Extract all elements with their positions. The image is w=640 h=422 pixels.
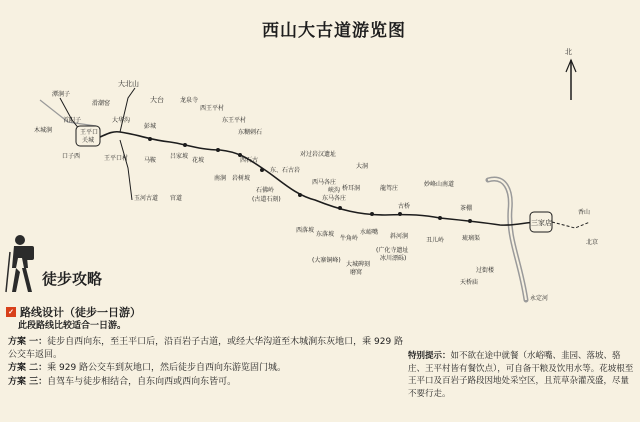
special-tip bbox=[408, 350, 634, 400]
label-guancheng: 关城 bbox=[82, 137, 95, 144]
plan-3-label: 方案 三： bbox=[8, 377, 48, 387]
label-xiagou: 峡沟 bbox=[328, 187, 341, 194]
label-duiguoyan: 对过岩汉遗址 bbox=[300, 151, 337, 158]
label-yongdinghe: 永定河 bbox=[530, 295, 549, 302]
label-datai: 大台 bbox=[150, 96, 164, 104]
hiker-icon bbox=[6, 235, 34, 292]
label-dadong: 大洞 bbox=[356, 163, 369, 170]
label-beijing: 北京 bbox=[586, 239, 599, 246]
route-stop bbox=[338, 206, 342, 210]
route-branch-beijing bbox=[552, 222, 590, 228]
label-dabeishan: 大北山 bbox=[118, 80, 139, 88]
label-wangpingkou: 王平口 bbox=[80, 129, 99, 136]
label-tianqiaomiao: 天桥庙 bbox=[460, 279, 479, 286]
label-chapeng: 茶棚 bbox=[460, 205, 473, 212]
river-yongding bbox=[488, 179, 526, 300]
route-stop bbox=[370, 212, 374, 216]
route-design-title: 路线设计（徒步一日游） bbox=[20, 306, 141, 319]
route-stop bbox=[183, 143, 187, 147]
label-chouerling: 丑儿岭 bbox=[426, 237, 445, 244]
plan-3 bbox=[8, 376, 406, 389]
guide-title: 徒步攻略 bbox=[42, 270, 103, 288]
route-stop bbox=[468, 219, 472, 223]
route-branch-south bbox=[120, 140, 132, 200]
label-guandao: 官道 bbox=[170, 195, 183, 202]
label-xiehejian: 斜河涧 bbox=[390, 233, 409, 240]
label-xiwangping: 西王平村 bbox=[200, 105, 225, 112]
label-nanjian: 南涧 bbox=[214, 175, 227, 182]
label-kouzixi: 口子西 bbox=[62, 153, 81, 160]
tip-label: 特别提示： bbox=[408, 351, 451, 361]
label-xishigu: 西石古 bbox=[240, 157, 259, 164]
label-liuliqu: 琉璃渠 bbox=[462, 235, 481, 242]
label-dongluopo: 东落坡 bbox=[316, 231, 335, 238]
plan-1 bbox=[8, 336, 406, 362]
map-title: 西山大古道游览图 bbox=[262, 21, 406, 41]
label-muchengjian: 木城涧 bbox=[34, 127, 53, 134]
label-yuhegudao: 玉河古道 bbox=[134, 195, 159, 202]
label-guojielou: 过街楼 bbox=[476, 267, 495, 274]
route-stop bbox=[438, 216, 442, 220]
plan-2-label: 方案 二： bbox=[8, 363, 48, 373]
plan-3-text: 自驾车与徒步相结合，自东向西或西向东皆可。 bbox=[47, 377, 237, 387]
tip-text: 如不欲在途中就餐（水峪嘴、韭园、落坡、骆庄、王平村皆有餐饮点），可自备干粮及饮用水等。花坡根至王平口及百岩子路段因地处采空区，且荒草杂灌茂盛，尽量不要行走。 bbox=[408, 351, 634, 399]
label-dachengbeike: 大城碑刻 bbox=[346, 261, 371, 268]
label-wangpingkoucun: 王平口村 bbox=[104, 155, 129, 162]
label-lvjiapo: 吕家坡 bbox=[170, 153, 189, 160]
label-bingchuan: 冰川漂砾) bbox=[380, 255, 407, 262]
plan-1-label: 方案 一： bbox=[8, 337, 48, 347]
label-dongmagezhuang: 东马各庄 bbox=[322, 195, 347, 202]
label-niujiaoling: 牛角岭 bbox=[340, 235, 359, 242]
label-maan: 马鞍 bbox=[144, 157, 157, 164]
label-tanjianzi: 潭涧子 bbox=[52, 91, 71, 98]
compass-icon bbox=[565, 47, 576, 100]
plan-2-text: 乘 929 路公交车到灰地口，然后徒步自西向东游览固门城。 bbox=[47, 363, 287, 373]
route-branch-north bbox=[120, 88, 135, 132]
label-huachaoyao: 滑潮窑 bbox=[92, 100, 111, 107]
label-dahuagou: 大华沟 bbox=[112, 117, 131, 124]
route-badge-icon: ✓ bbox=[6, 307, 16, 317]
route-stop bbox=[260, 168, 264, 172]
label-yanshupo: 岩树坡 bbox=[232, 175, 251, 182]
label-shifoling: 石佛岭 bbox=[256, 187, 275, 194]
route-note: 此段路线比较适合一日游。 bbox=[18, 321, 127, 331]
label-miaofengshan: 妙峰山南道 bbox=[424, 181, 455, 188]
label-ximagezhuang: 西马各庄 bbox=[312, 179, 337, 186]
label-dazhai: (大寨铜峰) bbox=[312, 257, 341, 264]
label-pengcheng: 彭城 bbox=[144, 123, 157, 130]
label-guqiao: 古桥 bbox=[398, 203, 411, 210]
route-stops bbox=[148, 137, 472, 223]
label-sanjiadian: 三家店 bbox=[531, 219, 552, 227]
label-qiaoerdong: 桥耳洞 bbox=[342, 185, 361, 192]
label-dongshiguyan: 东、石古岩 bbox=[270, 167, 301, 174]
label-guanghuasi: (广化寺遗址 bbox=[376, 247, 409, 254]
label-huapo: 花坡 bbox=[192, 157, 205, 164]
label-mowo: 磨窝 bbox=[350, 269, 363, 276]
label-dongwangping: 东王平村 bbox=[222, 117, 247, 124]
route-stop bbox=[298, 193, 302, 197]
label-xiluopo: 西落坡 bbox=[296, 227, 315, 234]
compass-north-label: 北 bbox=[565, 48, 572, 56]
route-stop bbox=[216, 148, 220, 152]
label-gudaoshike: (古道石刻) bbox=[252, 196, 281, 203]
label-xiangshan: 香山 bbox=[578, 209, 591, 216]
route-stop bbox=[398, 212, 402, 216]
route-stop bbox=[148, 137, 152, 141]
route-design-heading bbox=[6, 304, 141, 320]
label-shouyangzi: 首阳子 bbox=[63, 117, 82, 124]
plan-2 bbox=[8, 362, 406, 375]
label-longjiazhuang: 龍驾庄 bbox=[380, 185, 399, 192]
label-longquansi: 龙泉寺 bbox=[180, 97, 199, 104]
label-shuiyuzui: 水峪嘴 bbox=[360, 229, 379, 236]
plan-1-text: 徒步自西向东，至王平口后，沿百岩子古道，或经大华沟道至木城涧东灰地口，乘 929 路公交车返回。 bbox=[8, 337, 404, 360]
label-dongcishi: 东糊刺石 bbox=[238, 129, 263, 136]
